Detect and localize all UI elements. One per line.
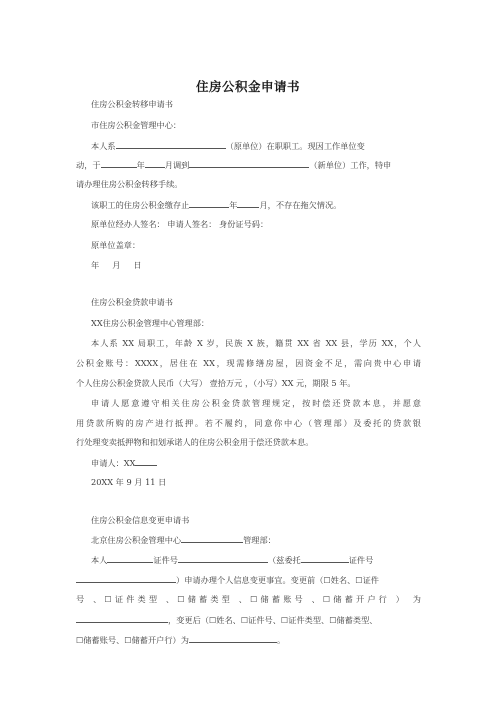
- blank-applicant: [135, 457, 157, 466]
- transfer-body-line-3: 请办理住房公积金转移手续。: [76, 179, 183, 189]
- change-line-2: [76, 574, 421, 585]
- blank-original-employer: [116, 140, 226, 149]
- change-line-5: [76, 634, 421, 645]
- transfer-date: 年 月 日: [91, 260, 142, 270]
- change-line-4: [76, 614, 421, 625]
- blank-paid-month: [237, 199, 259, 208]
- loan-paragraph-2-line-1: 申请人愿意遵守相关住房公积金贷款管理规定，按时偿还贷款本息，并愿意: [91, 398, 421, 408]
- change-text: ☐储蓄账号、☐储蓄开户行）为: [76, 635, 189, 645]
- blank-month: [145, 159, 165, 168]
- blank-new-employer: [189, 159, 309, 168]
- transfer-body-line-2: [76, 159, 421, 170]
- blank-management-office: [181, 534, 243, 543]
- loan-paragraph-1-line-1: 本人系 XX 局职工，年龄 X 岁，民族 X 族，籍贯 XX 省 XX 县，学历 XX，个人: [91, 338, 421, 348]
- transfer-text: 月调到: [164, 160, 190, 170]
- transfer-signers: 原单位经办人签名： 申请人签名： 身份证号码：: [91, 219, 269, 229]
- transfer-body-line-1: [91, 140, 436, 151]
- transfer-addressee: 市住房公积金管理中心：: [91, 120, 182, 130]
- transfer-text: 年: [229, 200, 238, 210]
- change-line-3: 号 、☐证件类型 、☐储蓄类型 、☐储蓄账号 、☐储蓄开户行 ） 为: [76, 594, 421, 604]
- blank-id-number: [178, 554, 268, 563]
- loan-heading: 住房公积金贷款申请书: [91, 297, 173, 307]
- change-text: 管理部：: [243, 535, 276, 545]
- transfer-text: 该职工的住房公积金缴存止: [91, 200, 190, 210]
- change-text: 证件号: [153, 555, 178, 565]
- loan-applicant-label: 申请人：XX: [91, 458, 136, 468]
- transfer-text: （新单位）工作，特申: [309, 160, 392, 170]
- transfer-seal: 原单位盖章：: [91, 240, 141, 250]
- change-text: ）申请办理个人信息变更事宜。变更前（☐姓名、☐证件: [176, 575, 379, 585]
- loan-date: 20XX 年 9 月 11 日: [91, 477, 167, 487]
- loan-applicant: [91, 457, 436, 468]
- change-text: ，变更后（☐姓名、☐证件号、☐证件类型、☐储蓄类型、: [168, 615, 378, 625]
- transfer-text: 月，不存在拖欠情况。: [259, 200, 342, 210]
- change-text: （兹委托: [267, 555, 301, 565]
- change-text: 。: [276, 635, 286, 645]
- change-text: 北京住房公积金管理中心: [91, 535, 182, 545]
- blank-delegate-id: [76, 574, 176, 583]
- transfer-text: 动，于: [76, 160, 101, 170]
- blank-before-value: [76, 614, 168, 623]
- blank-year: [101, 159, 137, 168]
- change-text: 本人: [91, 555, 108, 565]
- blank-after-value: [189, 634, 277, 643]
- transfer-text: 本人系: [91, 141, 116, 151]
- transfer-body-line-4: [91, 199, 436, 210]
- change-text: 证件号: [348, 555, 374, 565]
- transfer-text: （原单位）在职职工。现因工作单位变: [225, 141, 365, 151]
- transfer-heading: 住房公积金转移申请书: [91, 99, 173, 109]
- blank-delegate: [301, 554, 349, 563]
- change-addressee: [91, 534, 436, 545]
- loan-paragraph-2-line-3: 行处理变卖抵押物和扣划承诺人的住房公积金用于偿还贷款本息。: [76, 437, 314, 447]
- document-title: 住房公积金申请书: [195, 79, 300, 94]
- blank-paid-year: [189, 199, 229, 208]
- loan-paragraph-1-line-2: 公积金账号：XXXX，居住在 XX，现需修缮房屋，因资金不足，需向贵中心申请: [76, 358, 421, 368]
- loan-paragraph-2-line-2: 用贷款所购的房产进行抵押。若不履约，同意你中心（管理部）及委托的贷款银: [76, 418, 421, 428]
- change-heading: 住房公积金信息变更申请书: [91, 515, 190, 525]
- blank-name: [107, 554, 153, 563]
- loan-paragraph-1-line-3: 个人住房公积金贷款人民币（大写） 壹拾万元 ，（小写）XX 元，期限 5 年。: [76, 378, 356, 388]
- change-line-1: [91, 554, 436, 565]
- transfer-text: 年: [136, 160, 145, 170]
- loan-addressee: XX住房公积金管理中心管理部：: [91, 318, 210, 328]
